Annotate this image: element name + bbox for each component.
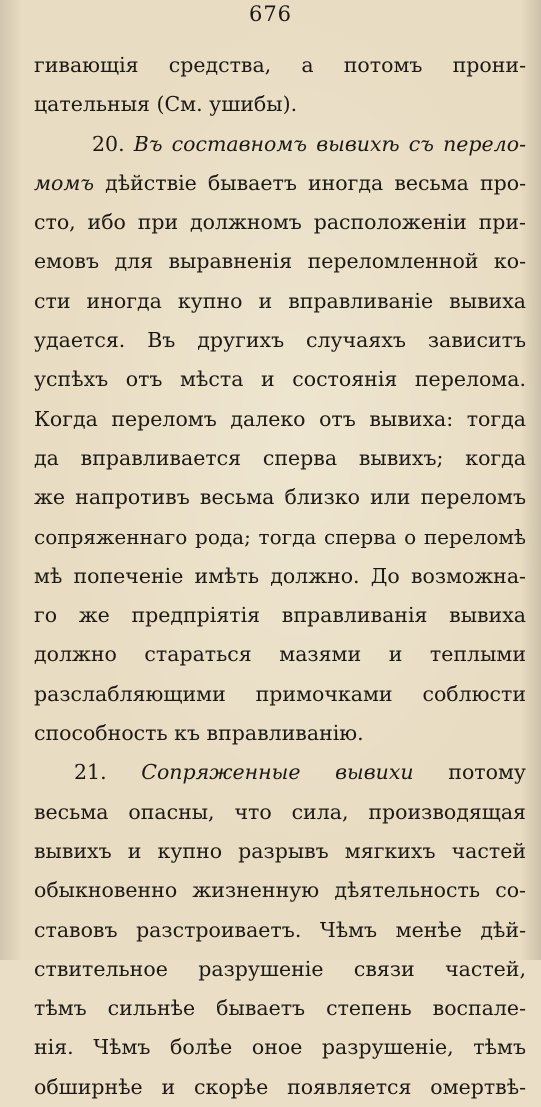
text-line: успѣхъ отъ мѣста и состоянія перелома. xyxy=(34,367,526,392)
italic-term: момъ xyxy=(34,170,94,195)
text-line xyxy=(34,125,526,164)
text-line: ставовъ разстроиваетъ. Чѣмъ менѣе дѣй- xyxy=(34,917,526,942)
page-text xyxy=(34,46,526,1107)
text-line: тѣмъ сильнѣе бываетъ степень воспале- xyxy=(34,996,526,1021)
text-line: обыкновенно жизненную дѣятельность со- xyxy=(34,878,526,903)
text-line: Когда переломъ далеко отъ вывиха: тогда xyxy=(34,406,526,431)
text-span: дѣйствіе бываетъ иногда весьма про- xyxy=(94,170,526,195)
italic-term: Сопряженные вывихи xyxy=(141,760,414,785)
text-line: должно стараться мазями и теплыми xyxy=(34,642,526,667)
text-line: гивающія средства, а потомъ прони- xyxy=(34,53,526,77)
italic-term: Въ составномъ вывихѣ съ перело- xyxy=(133,131,526,156)
text-line: да вправливается сперва вывихъ; когда xyxy=(34,445,526,470)
text-line: мѣ попеченіе имѣть должно. До возможна- xyxy=(34,563,526,588)
text-span: 21. xyxy=(74,760,142,785)
text-line: цательныя (См. ушибы). xyxy=(34,92,298,117)
text-span: потому xyxy=(413,760,526,785)
text-line: емовъ для выравненія переломленной ко- xyxy=(34,249,526,274)
text-line: вывихъ и купно разрывъ мягкихъ частей xyxy=(34,838,526,863)
text-line: разслабляющими примочками соблюсти xyxy=(34,681,526,706)
text-line: ствительное разрушеніе связи частей, xyxy=(34,956,526,981)
text-line: весьма опасны, что сила, производящая xyxy=(34,799,526,824)
text-line xyxy=(34,164,526,203)
page-number: 676 xyxy=(248,2,293,26)
text-line: сти иногда купно и вправливаніе вывиха xyxy=(34,288,526,313)
text-span: 20. xyxy=(92,131,134,156)
text-line: же напротивъ весьма близко или переломъ xyxy=(34,485,526,510)
text-line: сто, ибо при должномъ расположеніи при- xyxy=(34,210,526,235)
text-line: обширнѣе и скорѣе появляется омертвѣ- xyxy=(34,1074,526,1099)
text-line: нія. Чѣмъ болѣе оное разрушеніе, тѣмъ xyxy=(34,1035,526,1060)
text-line: сопряженнаго рода; тогда сперва о переломѣ xyxy=(34,524,526,549)
text-line: удается. Въ другихъ случаяхъ зависитъ xyxy=(34,328,526,353)
text-line: го же предпріятія вправливанія вывиха xyxy=(34,603,526,628)
text-line xyxy=(34,753,526,792)
text-line: способность къ вправливанію. xyxy=(34,721,364,746)
